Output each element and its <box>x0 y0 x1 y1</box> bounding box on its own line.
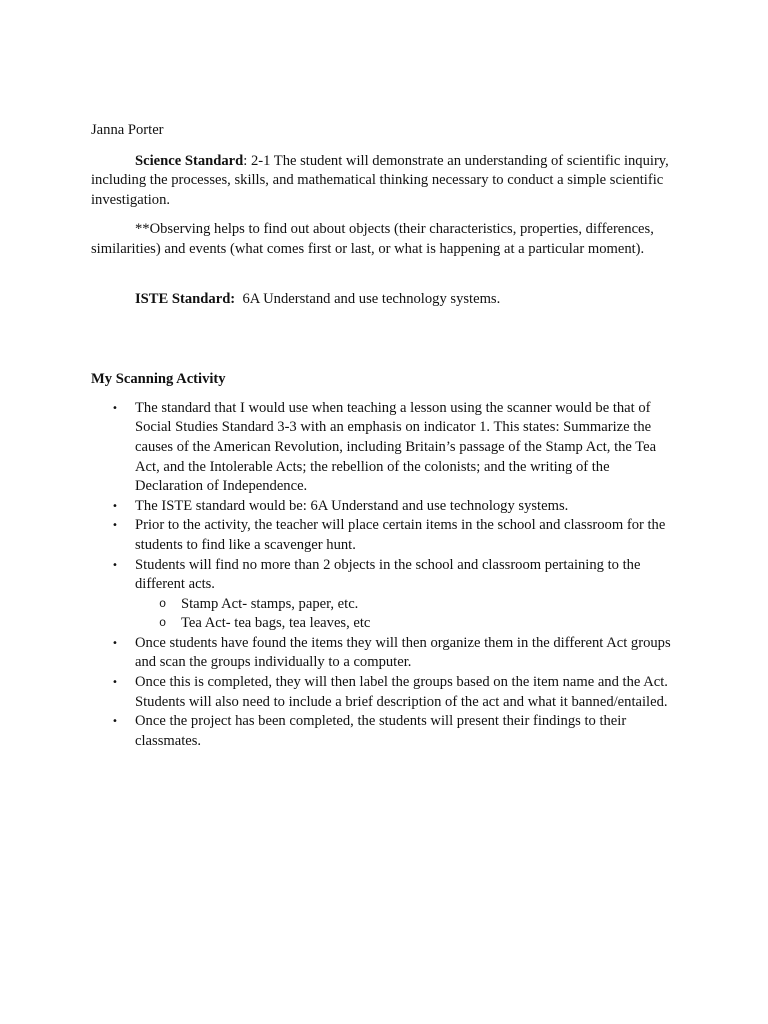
sub-list-item-text: Tea Act- tea bags, tea leaves, etc <box>181 615 371 632</box>
iste-standard-paragraph <box>91 290 681 310</box>
list-item-text: The standard that I would use when teaching a lesson using the scanner would be that of Social Studies Standard 3-3 with an emphasis on indicator 1. This states: Summarize the causes of the American Revolution, including Britain’s passage of the Stamp Act, the Tea Act, and the Intolerable Acts; the rebellion of the colonists; and the writing of the Declaration of Independence. <box>135 399 657 495</box>
list-item <box>91 516 681 555</box>
sub-list-item-text: Stamp Act- stamps, paper, etc. <box>181 595 359 612</box>
vertical-spacer <box>91 270 681 290</box>
author-name: Janna Porter <box>91 122 164 138</box>
list-item <box>91 673 681 712</box>
section-heading: My Scanning Activity <box>91 371 226 388</box>
iste-standard-label: ISTE Standard: <box>135 290 236 307</box>
list-item-text: Students will find no more than 2 objects in the school and classroom pertaining to the different acts. <box>135 556 641 593</box>
iste-standard-text: 6A Understand and use technology systems. <box>235 290 501 307</box>
list-item-text: Once students have found the items they will then organize them in the different Act groups and scan the groups individually to a computer. <box>135 634 671 671</box>
list-item <box>91 497 681 517</box>
science-standard-text: 2-1 The student will demonstrate an understanding of scientific inquiry, including the processes, skills, and mathematical thinking necessary to conduct a simple scientific investigation. <box>91 152 669 208</box>
bullet-icon: • <box>112 559 118 571</box>
list-item-text: Prior to the activity, the teacher will place certain items in the school and classroom for the students to find like a scavenger hunt. <box>135 517 666 553</box>
list-item <box>91 712 681 751</box>
hollow-bullet-icon: o <box>159 596 167 611</box>
science-standard-label: Science Standard <box>135 152 244 169</box>
document-page <box>91 121 681 751</box>
sub-list-item <box>135 614 681 634</box>
list-item <box>91 556 681 634</box>
bullet-icon: • <box>112 716 118 728</box>
hollow-bullet-icon: o <box>159 616 167 631</box>
list-item-text: Once the project has been completed, the students will present their findings to their classmates. <box>135 713 627 749</box>
activity-list <box>91 399 681 752</box>
vertical-spacer <box>91 319 681 370</box>
bullet-icon: • <box>112 637 118 649</box>
list-item <box>91 399 681 497</box>
bullet-icon: • <box>112 677 118 689</box>
bullet-icon: • <box>112 402 118 414</box>
bullet-icon: • <box>112 520 118 532</box>
observing-note: **Observing helps to find out about objects (their characteristics, properties, differences, similarities) and events (what comes first or last, or what is happening at a particular moment). <box>91 221 654 257</box>
sub-list-item <box>135 595 681 615</box>
list-item-text: The ISTE standard would be: 6A Understand and use technology systems. <box>135 497 569 514</box>
list-item <box>91 634 681 673</box>
list-item-text: Once this is completed, they will then label the groups based on the item name and the Act. Students will also need to include a brief description of the act and what it banned/entailed. <box>135 674 668 710</box>
bullet-icon: • <box>112 500 118 512</box>
sub-list <box>135 595 681 634</box>
science-standard-paragraph <box>91 152 681 211</box>
science-standard-separator: : <box>243 152 251 169</box>
